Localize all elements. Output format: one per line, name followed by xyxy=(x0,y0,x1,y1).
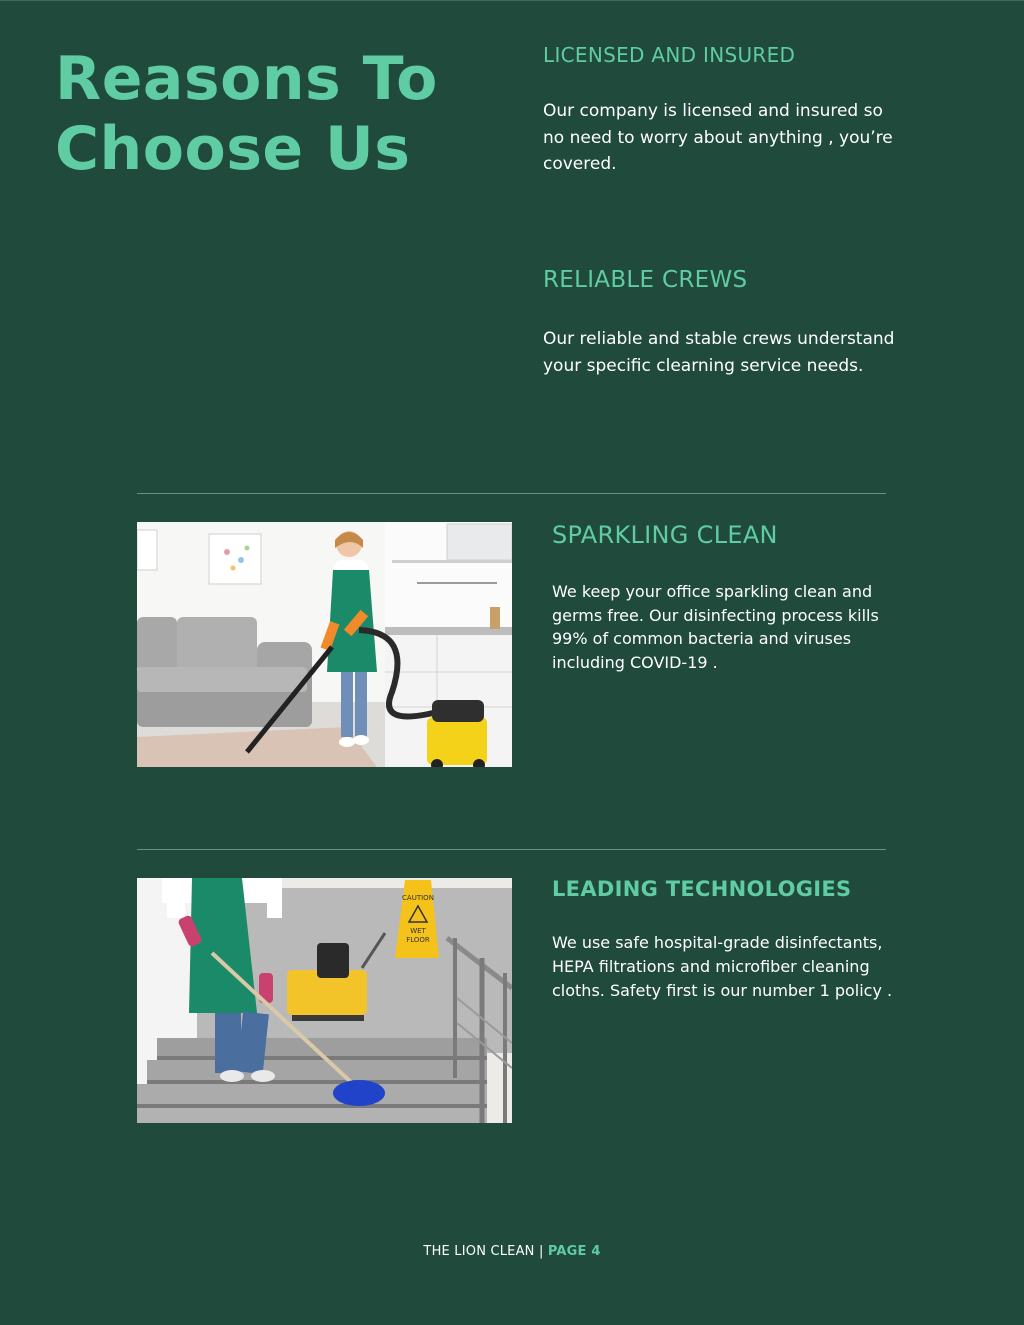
licensed-insured-text: Our company is licensed and insured so no need to worry about anything , you’re covered. xyxy=(543,101,893,174)
footer-page-number: PAGE 4 xyxy=(547,1244,601,1259)
page-title xyxy=(55,44,495,184)
sparkling-clean-text: We keep your office sparkling clean and germs free. Our disinfecting process kills 99% of common bacteria and viruses including COVID-19 . xyxy=(552,582,879,672)
leading-technologies-text: We use safe hospital-grade disinfectants, HEPA filtrations and microfiber cleaning cloths. Safety first is our number 1 policy . xyxy=(552,933,893,1000)
footer-separator: | xyxy=(534,1244,548,1259)
footer-brand: THE LION CLEAN xyxy=(423,1244,535,1259)
divider xyxy=(137,493,886,494)
wet-floor-caution-text: CAUTION xyxy=(402,894,434,902)
vacuuming-photo xyxy=(137,522,512,767)
reliable-crews-text: Our reliable and stable crews understand your specific clearning service needs. xyxy=(543,329,895,376)
wet-floor-wet-text: WET xyxy=(410,927,426,935)
leading-technologies-heading: LEADING TECHNOLOGIES xyxy=(552,877,852,901)
title-line-2: Choose Us xyxy=(55,114,411,184)
divider xyxy=(137,849,886,850)
reliable-crews-heading: RELIABLE CREWS xyxy=(543,267,748,293)
sparkling-clean-heading: SPARKLING CLEAN xyxy=(552,521,778,549)
top-border xyxy=(0,0,1024,1)
licensed-insured-heading: LICENSED AND INSURED xyxy=(543,43,796,67)
wet-floor-floor-text: FLOOR xyxy=(406,936,430,944)
mopping-stairs-photo xyxy=(137,878,512,1123)
page-footer xyxy=(0,1244,1024,1259)
title-line-1: Reasons To xyxy=(55,44,438,114)
